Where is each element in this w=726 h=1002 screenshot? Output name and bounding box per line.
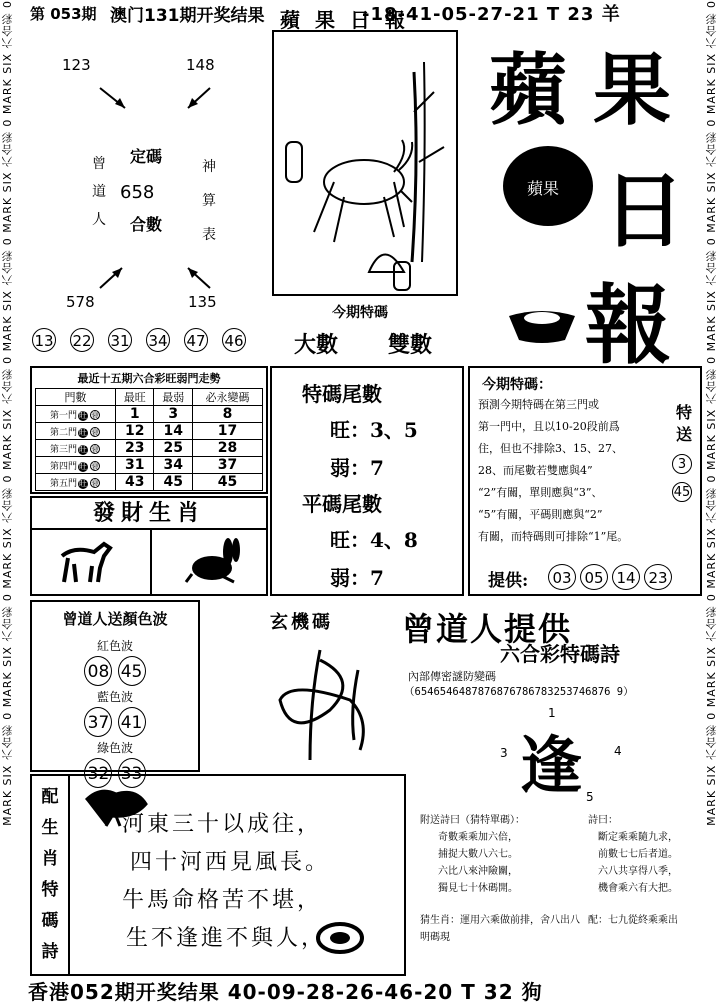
green-wave-label: 綠色波 — [96, 741, 133, 755]
mystery-code-panel — [210, 600, 400, 772]
cell: 37 — [193, 457, 263, 474]
trend-header: 最旺 — [115, 389, 154, 406]
rabbit-icon — [182, 536, 246, 586]
cell: 34 — [154, 457, 193, 474]
verse-right — [588, 812, 678, 897]
trend-header-row — [36, 389, 263, 406]
table-row — [36, 406, 263, 423]
bottom-banner — [24, 976, 704, 1002]
lucky-number: 31 — [108, 328, 132, 352]
compass-left-char: 曾 — [92, 156, 106, 172]
vertical-char: 生 — [41, 818, 59, 838]
compass-right-char: 神 — [202, 159, 216, 175]
cell: 43 — [115, 474, 154, 491]
hk-result: 香港052期开奖结果 40-09-28-26-46-20 T 32 狗 — [28, 980, 543, 1002]
blue-wave-label: 藍色波 — [96, 690, 133, 704]
masthead-char-4: 報 — [585, 275, 671, 376]
masthead-char-2: 果 — [593, 45, 672, 136]
provide-numbers — [548, 564, 672, 590]
special-heading: 今期特碼 — [332, 305, 388, 321]
vertical-char: 配 — [41, 787, 59, 807]
wave-number: 41 — [118, 707, 146, 737]
verse-line: 斷定乘乘隨九求， — [598, 832, 678, 843]
blue-wave-numbers — [32, 707, 198, 737]
left-strip-text: MARK SIX 六合彩 0 MARK SIX 六合彩 0 MARK SIX 六合彩 0 MARK SIX 六合彩 0 MARK SIX 六合彩 0 MARK SIX 六合彩 0 MARK SIX 六合彩 0 — [1, 0, 14, 826]
compass-top-left: 123 — [62, 56, 91, 74]
this-issue-special — [290, 302, 460, 362]
red-wave-numbers — [32, 656, 198, 686]
poem-provider-title: 曾道人提供 — [402, 610, 573, 648]
macau-result-numbers: -18-41-05-27-21 T 23 羊 — [362, 4, 621, 25]
prediction-line: “2”有關，單則應與“3”、 — [478, 486, 603, 499]
prediction-line: “5”有關，平碼則應與“2” — [478, 508, 603, 521]
feng-block — [490, 704, 640, 804]
tail-title-regular: 平碼尾數 — [302, 492, 382, 516]
snake-icon — [310, 916, 370, 960]
side-gift-char: 送 — [676, 425, 693, 444]
compass-center-title: 定碼 — [130, 147, 163, 166]
lucky-number: 46 — [222, 328, 246, 352]
right-strip-text: MARK SIX 六合彩 0 MARK SIX 六合彩 0 MARK SIX 六合彩 0 MARK SIX 六合彩 0 MARK SIX 六合彩 0 MARK SIX 六合彩 0 MARK SIX 六合彩 0 — [705, 0, 718, 826]
cell: 3 — [154, 406, 193, 423]
row-label: 第三門 — [49, 444, 77, 455]
compass-bottom-right: 135 — [188, 293, 217, 311]
prediction-box — [468, 366, 702, 596]
poem-line: 牛馬命格苦不堪， — [122, 888, 323, 913]
feng-n5: 5 — [586, 790, 594, 804]
verse-footer-right: 配：七九從終乘乘出 — [588, 915, 678, 926]
apple-label: 蘋果 — [527, 179, 560, 198]
wave-number: 45 — [118, 656, 146, 686]
feng-char: 逢 — [520, 729, 583, 802]
weak-dot: 衰 — [90, 461, 99, 471]
masthead — [485, 28, 700, 376]
weak-dot: 衰 — [90, 444, 99, 454]
lucky-numbers — [32, 328, 272, 352]
provide-label: 提供: — [488, 571, 529, 591]
fortune-zodiac-box — [30, 496, 268, 596]
tail-weak-regular: 弱：7 — [330, 566, 384, 590]
match-zodiac-box — [30, 774, 406, 976]
horse-icon — [54, 538, 118, 584]
cell: 8 — [193, 406, 263, 423]
cell: 17 — [193, 423, 263, 440]
provide-number: 03 — [548, 564, 576, 590]
weak-dot: 衰 — [90, 410, 99, 420]
vertical-char: 肖 — [41, 849, 59, 869]
verse-line: 六比八來沖險關， — [438, 866, 518, 877]
provide-number: 23 — [644, 564, 672, 590]
cell: 23 — [115, 440, 154, 457]
goat-illustration-box — [272, 30, 458, 296]
feng-n3: 3 — [500, 746, 508, 760]
cell: 31 — [115, 457, 154, 474]
cell: 12 — [115, 423, 154, 440]
weak-dot: 衰 — [90, 478, 99, 488]
trend-table — [35, 388, 263, 491]
row-label: 第二門 — [49, 427, 77, 438]
lucky-number: 13 — [32, 328, 56, 352]
trend-table-box — [30, 366, 268, 494]
cell: 45 — [193, 474, 263, 491]
compass-arrows — [30, 40, 270, 320]
apple-logo — [503, 146, 593, 226]
prediction-line: 有關，而特碼則可排除“1”尾。 — [478, 530, 629, 543]
trend-table-title: 最近十五期六合彩旺弱門走勢 — [77, 372, 221, 385]
feng-n4: 4 — [614, 744, 622, 758]
strong-dot: 旺 — [78, 461, 87, 471]
strong-dot: 旺 — [78, 427, 87, 437]
cell: 28 — [193, 440, 263, 457]
side-gift-char: 特 — [676, 403, 693, 422]
mystery-scribble — [250, 640, 380, 770]
compass-panel — [30, 40, 270, 320]
top-banner — [22, 0, 702, 32]
prediction-line: 預測今期特碼在第三門或 — [478, 398, 599, 411]
poem-line: 四十河西見風長。 — [130, 850, 331, 875]
compass-center-sub: 合數 — [130, 215, 163, 234]
lucky-number: 22 — [70, 328, 94, 352]
verse-right-head: 詩曰： — [588, 815, 618, 826]
vertical-char: 碼 — [41, 911, 59, 931]
color-wave-box — [30, 600, 200, 784]
trend-header: 最弱 — [154, 389, 193, 406]
poem-line: 河東三十以成往， — [122, 812, 323, 837]
left-mark-six-strip — [0, 0, 22, 1002]
verse-line: 前數七七后者道。 — [598, 849, 678, 860]
secret-code-label: 內部傳密謎防變碼 — [408, 670, 496, 683]
verse-footer-left: 猜生肖：運用六乘做前排，舍八出八明碼現 — [420, 915, 580, 943]
compass-right-col — [202, 150, 216, 252]
verse-line: 捕捉大數八六七。 — [438, 849, 518, 860]
tail-title-special: 特碼尾數 — [302, 382, 382, 406]
cell: 45 — [154, 474, 193, 491]
compass-left-col — [92, 150, 106, 234]
trend-header: 門數 — [36, 389, 116, 406]
prediction-line: 住，但也不排除3、15、27、 — [478, 442, 623, 455]
secret-code-digits: （6546546487876876786783253746876 9） — [404, 686, 634, 698]
compass-left-char: 人 — [92, 212, 106, 228]
tail-strong-regular: 旺：4、8 — [330, 528, 418, 552]
lucky-number: 34 — [146, 328, 170, 352]
cell: 1 — [115, 406, 154, 423]
provide-number: 05 — [580, 564, 608, 590]
masthead-char-1: 蘋 — [489, 45, 568, 136]
table-row — [36, 474, 263, 491]
poem-line: 生不逢進不與人， — [126, 926, 327, 951]
right-mark-six-strip — [704, 0, 726, 1002]
tail-strong-special: 旺：3、5 — [330, 418, 418, 442]
compass-center-number: 658 — [120, 182, 155, 203]
red-wave-label: 紅色波 — [96, 639, 133, 653]
side-gift-number: 3 — [672, 454, 692, 474]
table-row — [36, 440, 263, 457]
wave-number: 08 — [84, 656, 112, 686]
vertical-char: 特 — [41, 880, 59, 900]
row-label: 第五門 — [49, 478, 77, 489]
strong-dot: 旺 — [78, 444, 87, 454]
match-zodiac-vertical — [32, 776, 70, 974]
trend-header: 必永變碼 — [193, 389, 263, 406]
divider — [150, 528, 152, 594]
goat-bamboo-illustration — [274, 32, 456, 294]
gold-ingot-icon — [507, 306, 577, 346]
masthead-overlay-title: 蘋 果 日 報 — [280, 8, 409, 32]
fortune-zodiac-title: 發財生肖 — [32, 498, 266, 530]
verse-section — [412, 812, 704, 964]
table-row — [36, 423, 263, 440]
wave-number: 32 — [84, 758, 112, 788]
cell: 25 — [154, 440, 193, 457]
wave-number: 33 — [118, 758, 146, 788]
wave-number: 37 — [84, 707, 112, 737]
compass-right-char: 表 — [202, 227, 216, 243]
masthead-char-3: 日 — [603, 163, 686, 259]
prediction-heading: 今期特碼： — [482, 377, 552, 393]
prediction-line: 第一門中，且以10-20段前爲 — [478, 420, 620, 433]
tail-weak-special: 弱：7 — [330, 456, 384, 480]
weak-dot: 衰 — [90, 427, 99, 437]
provide-number: 14 — [612, 564, 640, 590]
special-value-big: 大數 — [294, 332, 339, 358]
row-label: 第四門 — [49, 461, 77, 472]
secret-code — [404, 668, 704, 708]
color-wave-title: 曾道人送顏色波 — [62, 610, 168, 628]
lucky-number: 47 — [184, 328, 208, 352]
prediction-text — [478, 394, 668, 548]
cell: 14 — [154, 423, 193, 440]
poem-provider — [400, 604, 700, 664]
special-value-even: 雙數 — [388, 332, 433, 358]
verse-line: 六八共享得八季， — [598, 866, 678, 877]
verse-left — [420, 812, 525, 897]
strong-dot: 旺 — [78, 410, 87, 420]
prediction-line: 28、而尾數若雙應與4” — [478, 464, 593, 477]
match-zodiac-poem — [120, 806, 330, 958]
verse-line: 機會乘六有大把。 — [598, 883, 678, 894]
mystery-code-title: 玄機碼 — [270, 612, 333, 633]
vertical-char: 詩 — [41, 942, 59, 962]
macau-result-label: 澳门131期开奖结果 — [110, 6, 265, 26]
tail-numbers-box — [270, 366, 464, 596]
compass-right-char: 算 — [202, 193, 216, 209]
strong-dot: 旺 — [78, 478, 87, 488]
compass-left-char: 道 — [92, 184, 106, 200]
poem-provider-subtitle: 六合彩特碼詩 — [500, 642, 620, 666]
issue-label: 第 053期 — [30, 5, 97, 23]
row-label: 第一門 — [49, 410, 77, 421]
verse-left-head: 附送詩曰（猜特單碼）： — [420, 815, 525, 826]
compass-bottom-left: 578 — [66, 293, 95, 311]
compass-top-right: 148 — [186, 56, 215, 74]
side-gift-number: 45 — [672, 482, 692, 502]
feng-n1: 1 — [548, 706, 556, 720]
table-row — [36, 457, 263, 474]
verse-line: 奇數乘乘加六倍， — [438, 832, 518, 843]
verse-line: 獨見七十休碼開。 — [438, 883, 518, 894]
side-gift-label — [676, 402, 692, 446]
